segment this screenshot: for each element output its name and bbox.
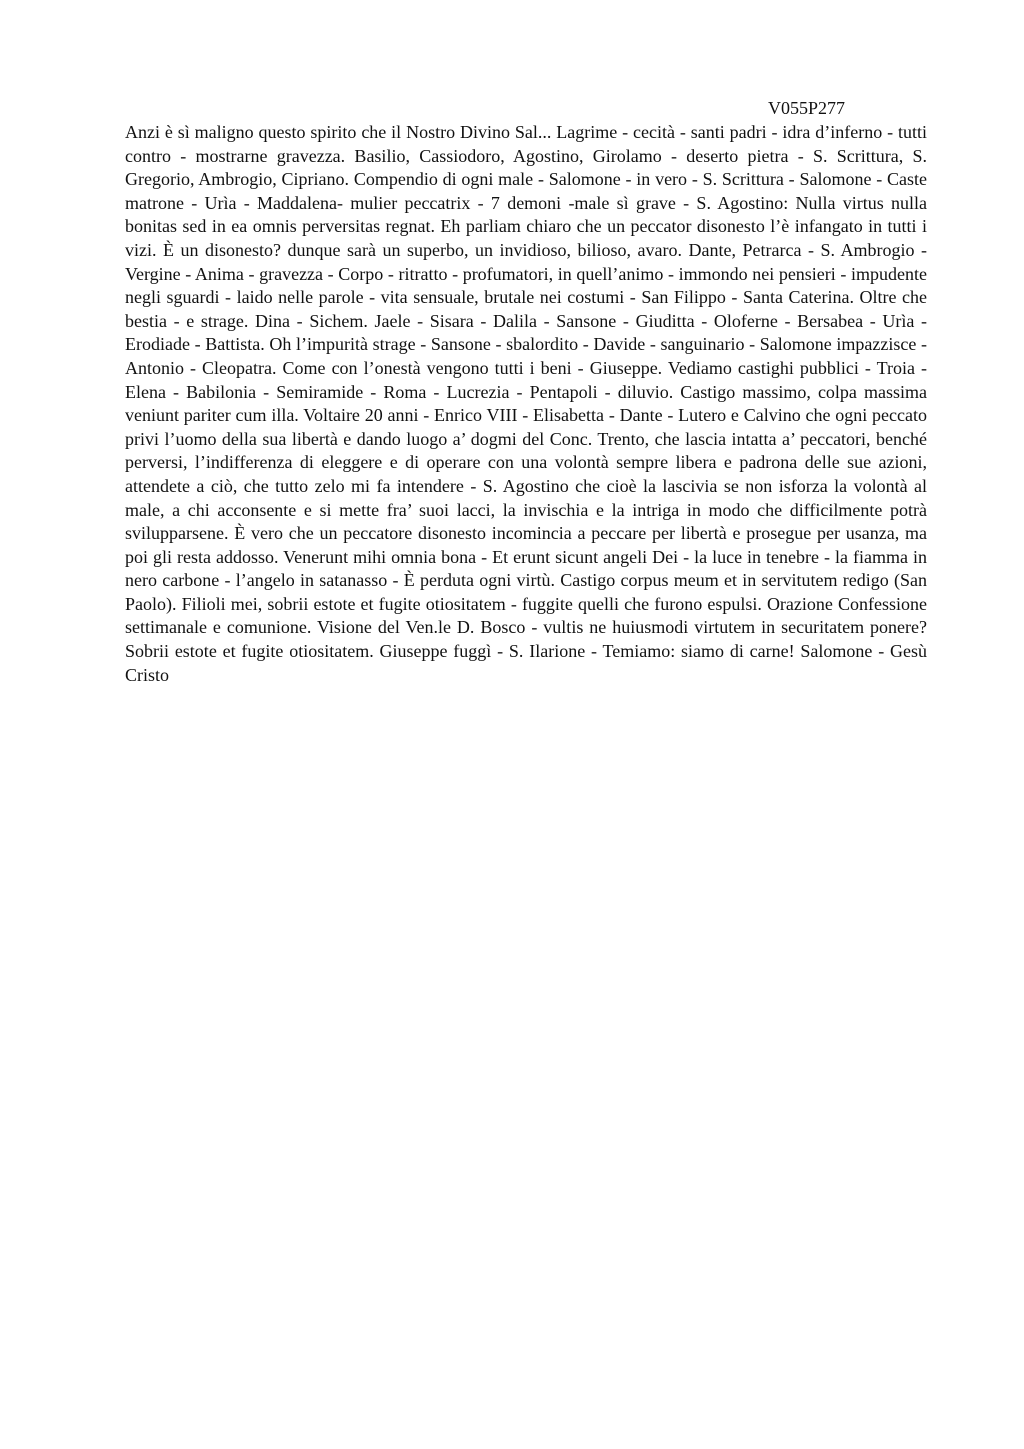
page-reference: V055P277: [768, 98, 846, 118]
body-text: Anzi è sì maligno questo spirito che il Nostro Divino Sal... Lagrime - cecità - santi padri - idra d’inferno - tutti contro - mostrarne gravezza. Basilio, Cassiodoro, Agostino, Girolamo - deserto pietra - S. Scrittura, S. Gregorio, Ambrogio, Cipriano. Compendio di ogni male - Salomone - in vero - S. Scrittura - Salomone - Caste matrone - Urìa - Maddalena- mulier peccatrix - 7 demoni -male sì grave - S. Agostino: Nulla virtus nulla bonitas sed in ea omnis perversitas regnat. Eh parliam chiaro che un peccator disonesto l’è infangato in tutti i vizi. È un disonesto? dunque sarà un superbo, un invidioso, bilioso, avaro. Dante, Petrarca - S. Ambrogio - Vergine - Anima - gravezza - Corpo - ritratto - profumatori, in quell’animo - immondo nei pensieri - impudente negli sguardi - laido nelle parole - vita sensuale, brutale nei costumi - San Filippo - Santa Caterina. Oltre che bestia - e strage. Dina - Sichem. Jaele - Sisara - Dalila - Sansone - Giuditta - Oloferne - Bersabea - Urìa - Erodiade - Battista. Oh l’impurità strage - Sansone - sbalordito - Davide - sanguinario - Salomone impazzisce - Antonio - Cleopatra. Come con l’onestà vengono tutti i beni - Giuseppe. Vediamo castighi pubblici - Troia - Elena - Babilonia - Semiramide - Roma - Lucrezia - Pentapoli - diluvio. Castigo massimo, colpa massima veniunt pariter cum illa. Voltaire 20 anni - Enrico VIII - Elisabetta - Dante - Lutero e Calvino che ogni peccato privi l’uomo della sua libertà e dando luogo a’ dogmi del Conc. Trento, che lascia intatta a’ peccatori, benché perversi, l’indifferenza di eleggere e di operare con una volontà sempre libera e padrona delle sue azioni, attendete a ciò, che tutto zelo mi fa intendere - S. Agostino che cioè la lascivia se non isforza la volontà al male, a chi acconsente e si mette fra’ suoi lacci, la invischia e la intriga in modo che difficilmente potrà svilupparsene. È vero che un peccatore disonesto incomincia a peccare per libertà e prosegue per usanza, ma poi gli resta addosso. Venerunt mihi omnia bona - Et erunt sicunt angeli Dei - la luce in tenebre - la fiamma in nero carbone - l’angelo in satanasso - È perduta ogni virtù. Castigo corpus meum et in servitutem redigo (San Paolo). Filioli mei, sobrii estote et fugite otiositatem - fuggite quelli che furono espulsi. Orazione Confessione settimanale e comunione. Visione del Ven.le D. Bosco - vultis ne huiusmodi virtutem in securitatem ponere? Sobrii estote et fugite otiositatem. Giuseppe fuggì - S. Ilarione - Temiamo: siamo di carne! Salomone - Gesù Cristo: [125, 122, 927, 685]
